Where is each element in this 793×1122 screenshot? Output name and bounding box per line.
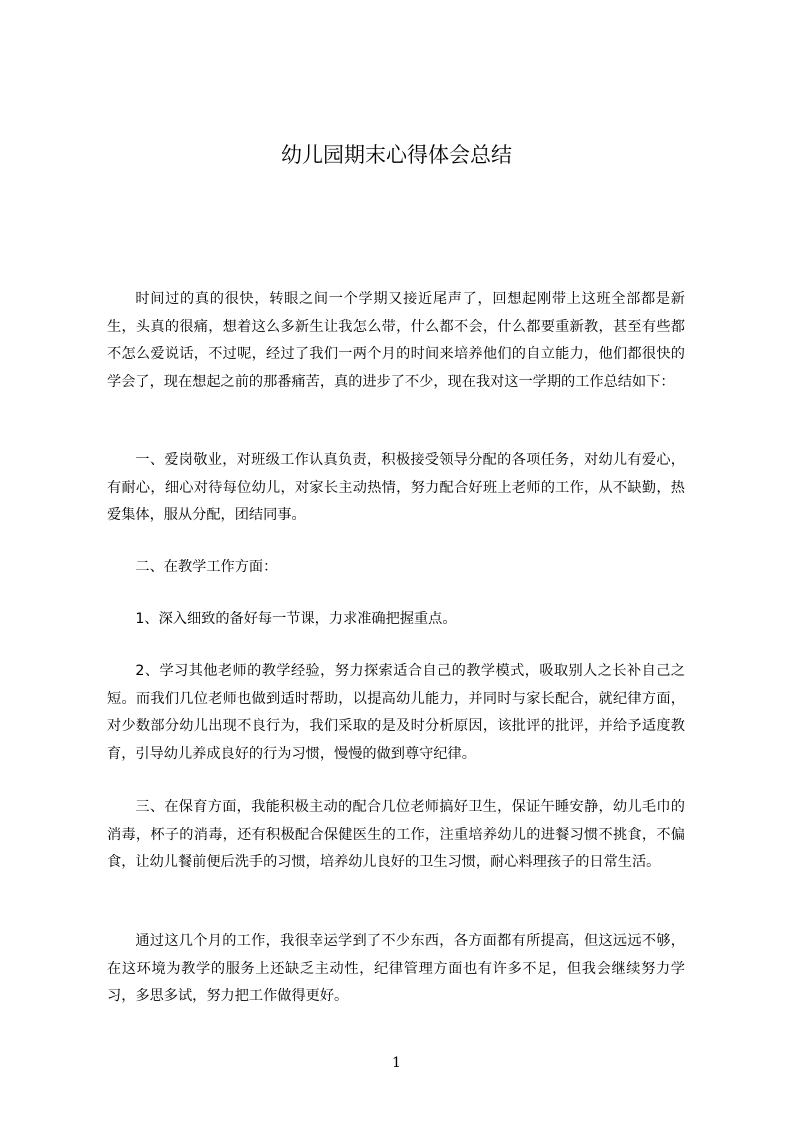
paragraph-conclusion: 通过这几个月的工作，我很幸运学到了不少东西，各方面都有所提高，但这远远不够，在这环境为教学的服务上还缺乏主动性，纪律管理方面也有许多不足，但我会继续努力学习，多思多试，努力把工作做得更好。 — [107, 933, 685, 1004]
paragraph-item-1: 1、深入细致的备好每一节课，力求准确把握重点。 — [135, 611, 457, 627]
document-title: 幼儿园期末心得体会总结 — [281, 143, 512, 167]
paragraph-section-1: 一、爱岗敬业，对班级工作认真负责，积极接受领导分配的各项任务，对幼儿有爱心，有耐心，细心对待每位幼儿，对家长主动热情，努力配合好班上老师的工作，从不缺勤，热爱集体，服从分配，团结同事。 — [107, 452, 685, 523]
page-number: 1 — [392, 1055, 401, 1071]
paragraph-item-2: 2、学习其他老师的教学经验，努力探索适合自己的教学模式，吸取别人之长补自己之短。而我们几位老师也做到适时帮助，以提高幼儿能力，并同时与家长配合，就纪律方面，对少数部分幼儿出现不良行为，我们采取的是及时分析原因，该批评的批评，并给予适度教育，引导幼儿养成良好的行为习惯，慢慢的做到尊守纪律。 — [107, 663, 685, 762]
paragraph-section-2-heading: 二、在教学工作方面： — [135, 559, 278, 575]
paragraph-intro: 时间过的真的很快，转眼之间一个学期又接近尾声了，回想起刚带上这班全部都是新生，头真的很痛，想着这么多新生让我怎么带，什么都不会，什么都要重新教，甚至有些都不怎么爱说话，不过呢，经过了我们一两个月的时间来培养他们的自立能力，他们都很快的学会了，现在想起之前的那番痛苦，真的进步了不少，现在我对这一学期的工作总结如下： — [107, 291, 685, 390]
paragraph-section-3: 三、在保育方面，我能积极主动的配合几位老师搞好卫生，保证午睡安静，幼儿毛巾的消毒，杯子的消毒，还有积极配合保健医生的工作，注重培养幼儿的进餐习惯不挑食，不偏食，让幼儿餐前便后洗手的习惯，培养幼儿良好的卫生习惯，耐心料理孩子的日常生活。 — [107, 799, 685, 870]
